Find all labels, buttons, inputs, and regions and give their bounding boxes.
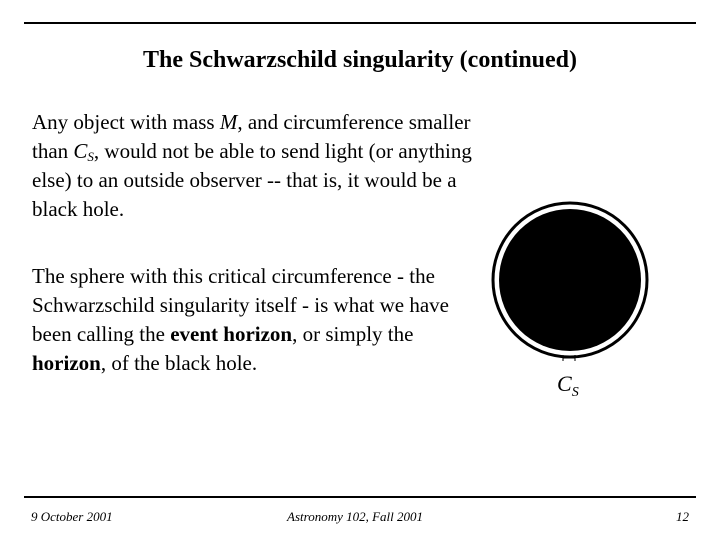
mass-symbol: M — [219, 110, 238, 134]
circumference-symbol: C — [73, 139, 88, 163]
footer-course: Astronomy 102, Fall 2001 — [287, 509, 424, 524]
black-hole-disk — [499, 209, 641, 351]
bottom-rule — [24, 496, 696, 498]
paragraph-black-hole-definition: Any object with mass M, and circumference smaller than $C_S$, would not be able to send light (or anything else) to an outside observer -- that is, it would be a black hole. — [32, 110, 472, 221]
slide-title: The Schwarzschild singularity (continued) — [142, 47, 578, 73]
paragraph-event-horizon: The sphere with this critical circumference - the Schwarzschild singularity itself - is what we have been calling the event horizon, or simply the horizon, of the black hole. — [32, 264, 449, 375]
term-event-horizon: event horizon — [170, 322, 293, 346]
top-rule — [24, 22, 696, 24]
footer-page-number: 12 — [676, 509, 689, 524]
black-hole-diagram — [490, 200, 660, 370]
term-horizon: horizon — [32, 351, 101, 375]
footer-date: 9 October 2001 — [31, 509, 113, 524]
circumference-label: $C_S$ — [557, 371, 579, 400]
